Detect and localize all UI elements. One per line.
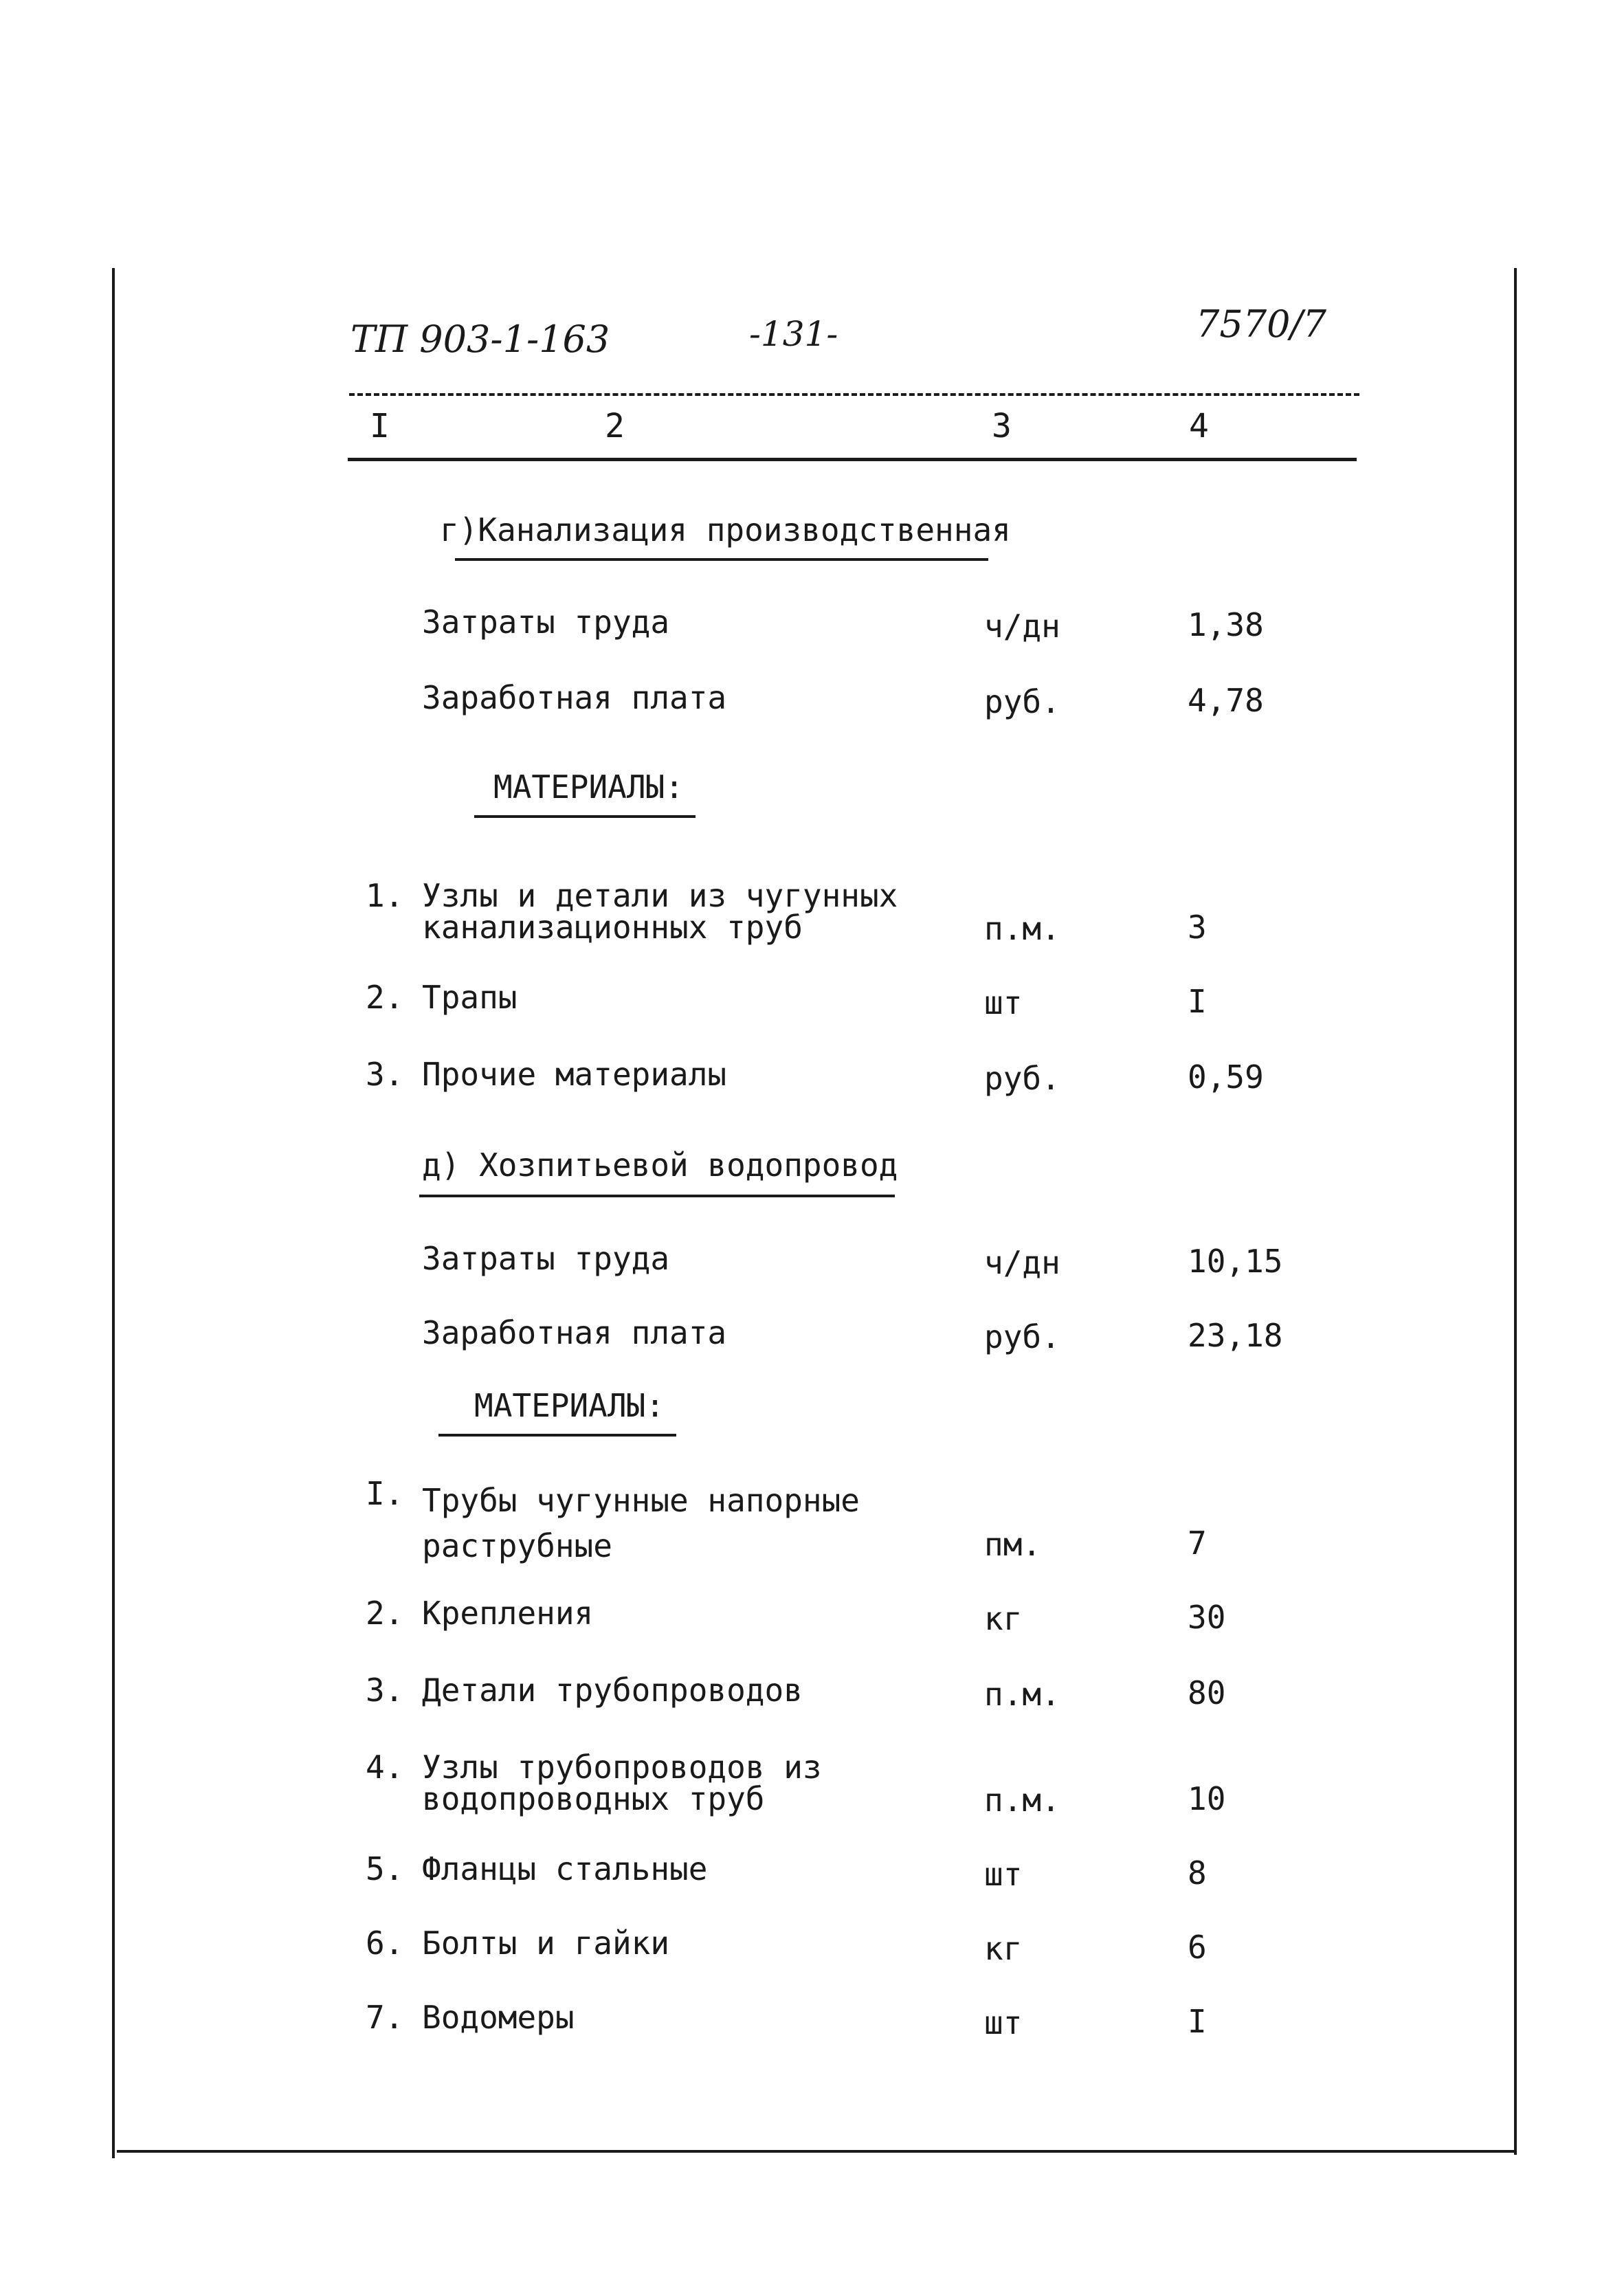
- section-g-item-1-unit: п.м.: [984, 910, 1060, 947]
- section-d-item-1-number: I.: [366, 1475, 404, 1512]
- section-d-item-1-name: [422, 1478, 860, 1568]
- section-d-item-7-number: 7.: [366, 1999, 404, 2036]
- frame-bottom-border: [117, 2150, 1517, 2153]
- section-g-wage-unit: руб.: [984, 683, 1060, 720]
- column-number-3: 3: [992, 407, 1012, 445]
- section-g-item-2-value: I: [1188, 983, 1207, 1020]
- frame-right-border: [1514, 268, 1517, 2155]
- section-d-item-3-unit: п.м.: [984, 1676, 1060, 1713]
- item-name-line-1: Трубы чугунные напорные: [422, 1482, 860, 1519]
- frame-left-border: [112, 268, 115, 2158]
- section-d-item-1-unit: пм.: [984, 1526, 1042, 1563]
- section-d-item-5-name: Фланцы стальные: [422, 1850, 708, 1887]
- section-g-labor-unit: ч/дн: [984, 608, 1060, 645]
- section-g-item-1-value: 3: [1188, 909, 1207, 946]
- column-number-4: 4: [1189, 407, 1209, 445]
- section-d-materials-underline: [438, 1434, 676, 1437]
- section-g-wage-name: Заработная плата: [422, 679, 727, 716]
- item-name-line-2: раструбные: [422, 1527, 612, 1564]
- sheet-reference: 7570/7: [1196, 302, 1326, 346]
- section-d-item-3-value: 80: [1188, 1674, 1226, 1711]
- section-d-item-6-value: 6: [1188, 1929, 1207, 1966]
- section-d-item-4-name: [422, 1751, 822, 1815]
- section-d-wage-value: 23,18: [1188, 1317, 1283, 1354]
- section-d-item-3-name: Детали трубопроводов: [422, 1672, 803, 1709]
- section-d-wage-unit: руб.: [984, 1318, 1060, 1355]
- section-d-item-1-value: 7: [1188, 1524, 1207, 1562]
- section-d-item-7-name: Водомеры: [422, 1999, 575, 2036]
- column-number-2: 2: [605, 407, 625, 445]
- section-d-labor-name: Затраты труда: [422, 1240, 670, 1277]
- section-g-title: г)Канализация производственная: [440, 511, 1011, 548]
- section-d-item-7-value: I: [1188, 2003, 1207, 2040]
- section-d-item-3-number: 3.: [366, 1672, 404, 1709]
- item-name-line-1: Узлы и детали из чугунных: [422, 877, 898, 914]
- section-d-item-5-number: 5.: [366, 1850, 404, 1887]
- section-d-item-6-number: 6.: [366, 1925, 404, 1962]
- section-g-labor-value: 1,38: [1188, 606, 1264, 643]
- section-d-item-2-unit: кг: [984, 1600, 1023, 1637]
- page-number: -131-: [749, 314, 838, 354]
- section-d-item-5-unit: шт: [984, 1856, 1023, 1893]
- section-d-wage-name: Заработная плата: [422, 1314, 727, 1351]
- column-number-1: I: [370, 407, 390, 445]
- section-d-title-underline: [419, 1195, 895, 1197]
- section-g-wage-value: 4,78: [1188, 682, 1264, 719]
- section-g-item-2-number: 2.: [366, 979, 404, 1016]
- section-g-item-2-unit: шт: [984, 984, 1023, 1021]
- section-g-materials-heading: МАТЕРИАЛЫ:: [493, 768, 684, 806]
- section-g-item-2-name: Трапы: [422, 979, 518, 1016]
- header-dashed-rule: [349, 393, 1359, 396]
- section-d-item-4-value: 10: [1188, 1780, 1226, 1817]
- section-d-item-4-unit: п.м.: [984, 1782, 1060, 1819]
- section-d-materials-heading: МАТЕРИАЛЫ:: [474, 1387, 665, 1424]
- section-d-item-4-number: 4.: [366, 1749, 404, 1786]
- section-g-title-underline: [455, 558, 988, 561]
- section-g-item-1-number: 1.: [366, 877, 404, 914]
- section-d-item-6-name: Болты и гайки: [422, 1925, 670, 1962]
- section-g-labor-name: Затраты труда: [422, 603, 670, 641]
- section-g-item-3-value: 0,59: [1188, 1058, 1264, 1096]
- section-d-item-7-unit: шт: [984, 2004, 1023, 2041]
- section-g-materials-underline: [474, 815, 696, 818]
- section-g-item-1-name: [422, 877, 898, 946]
- section-d-item-5-value: 8: [1188, 1854, 1207, 1892]
- section-g-item-3-number: 3.: [366, 1056, 404, 1093]
- header-solid-rule: [348, 458, 1357, 461]
- section-d-labor-value: 10,15: [1188, 1243, 1283, 1280]
- document-code: ТП 903-1-163: [351, 318, 610, 361]
- section-d-item-6-unit: кг: [984, 1930, 1023, 1967]
- section-d-labor-unit: ч/дн: [984, 1244, 1060, 1281]
- section-g-item-3-name: Прочие материалы: [422, 1056, 727, 1093]
- item-name-line-2: канализационных труб: [422, 909, 803, 946]
- section-d-item-2-number: 2.: [366, 1595, 404, 1632]
- section-d-item-2-value: 30: [1188, 1599, 1226, 1636]
- item-name-line-2: водопроводных труб: [422, 1780, 765, 1817]
- section-d-title: д) Хозпитьевой водопровод: [422, 1146, 898, 1184]
- section-d-item-2-name: Крепления: [422, 1595, 594, 1632]
- section-g-item-3-unit: руб.: [984, 1060, 1060, 1097]
- item-name-line-1: Узлы трубопроводов из: [422, 1749, 822, 1786]
